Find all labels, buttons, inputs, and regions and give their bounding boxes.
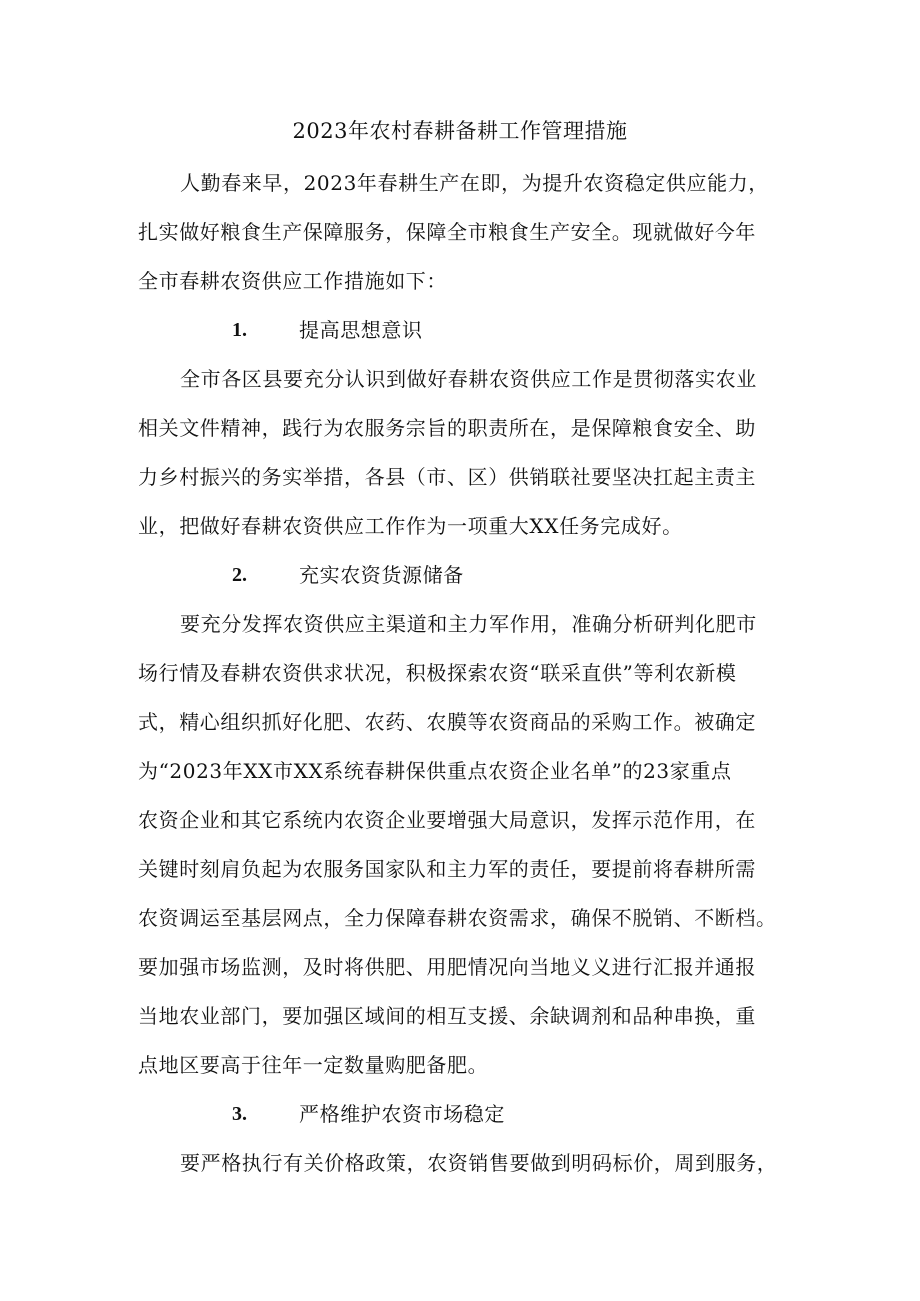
section-number: 1. xyxy=(232,319,247,341)
section-heading-text: 严格维护农资市场稳定 xyxy=(299,1102,505,1126)
paragraph-line: 农资企业和其它系统内农资企业要增强大局意识，发挥示范作用，在 xyxy=(138,808,756,832)
paragraph-line: 为“2023年XX市XX系统春耕保供重点农资企业名单”的23家重点 xyxy=(138,759,732,783)
intro-line: 人勤春来早，2023年春耕生产在即，为提升农资稳定供应能力， xyxy=(180,171,769,195)
intro-line: 扎实做好粮食生产保障服务，保障全市粮食生产安全。现就做好今年 xyxy=(138,220,756,244)
paragraph-line: 式，精心组织抓好化肥、农药、农膜等农资商品的采购工作。被确定 xyxy=(138,710,756,734)
section-heading-text: 充实农资货源储备 xyxy=(299,563,464,587)
paragraph-line: 全市各区县要充分认识到做好春耕农资供应工作是贯彻落实农业 xyxy=(180,367,757,391)
paragraph-line: 要充分发挥农资供应主渠道和主力军作用，准确分析研判化肥市 xyxy=(180,612,757,636)
paragraph-line: 当地农业部门，要加强区域间的相互支援、余缺调剂和品种串换，重 xyxy=(138,1004,756,1028)
section-number: 3. xyxy=(232,1103,247,1125)
section-number: 2. xyxy=(232,564,247,586)
paragraph-line: 力乡村振兴的务实举措，各县（市、区）供销联社要坚决扛起主责主 xyxy=(138,465,756,489)
intro-line: 全市春耕农资供应工作措施如下： xyxy=(138,269,447,293)
paragraph-line: 业，把做好春耕农资供应工作作为一项重大XX任务完成好。 xyxy=(138,514,683,538)
paragraph-line: 要严格执行有关价格政策，农资销售要做到明码标价，周到服务， xyxy=(180,1151,778,1175)
paragraph-line: 相关文件精神，践行为农服务宗旨的职责所在，是保障粮食安全、助 xyxy=(138,416,756,440)
paragraph-line: 关键时刻肩负起为农服务国家队和主力军的责任，要提前将春耕所需 xyxy=(138,857,756,881)
paragraph-line: 要加强市场监测，及时将供肥、用肥情况向当地义义进行汇报并通报 xyxy=(138,955,756,979)
section-heading-text: 提高思想意识 xyxy=(299,318,423,342)
paragraph-line: 农资调运至基层网点，全力保障春耕农资需求，确保不脱销、不断档。 xyxy=(138,906,777,930)
document-title: 2023年农村春耕备耕工作管理措施 xyxy=(292,119,628,143)
paragraph-line: 场行情及春耕农资供求状况，积极探索农资“联采直供”等利农新模 xyxy=(138,661,737,685)
paragraph-line: 点地区要高于往年一定数量购肥备肥。 xyxy=(138,1053,489,1077)
